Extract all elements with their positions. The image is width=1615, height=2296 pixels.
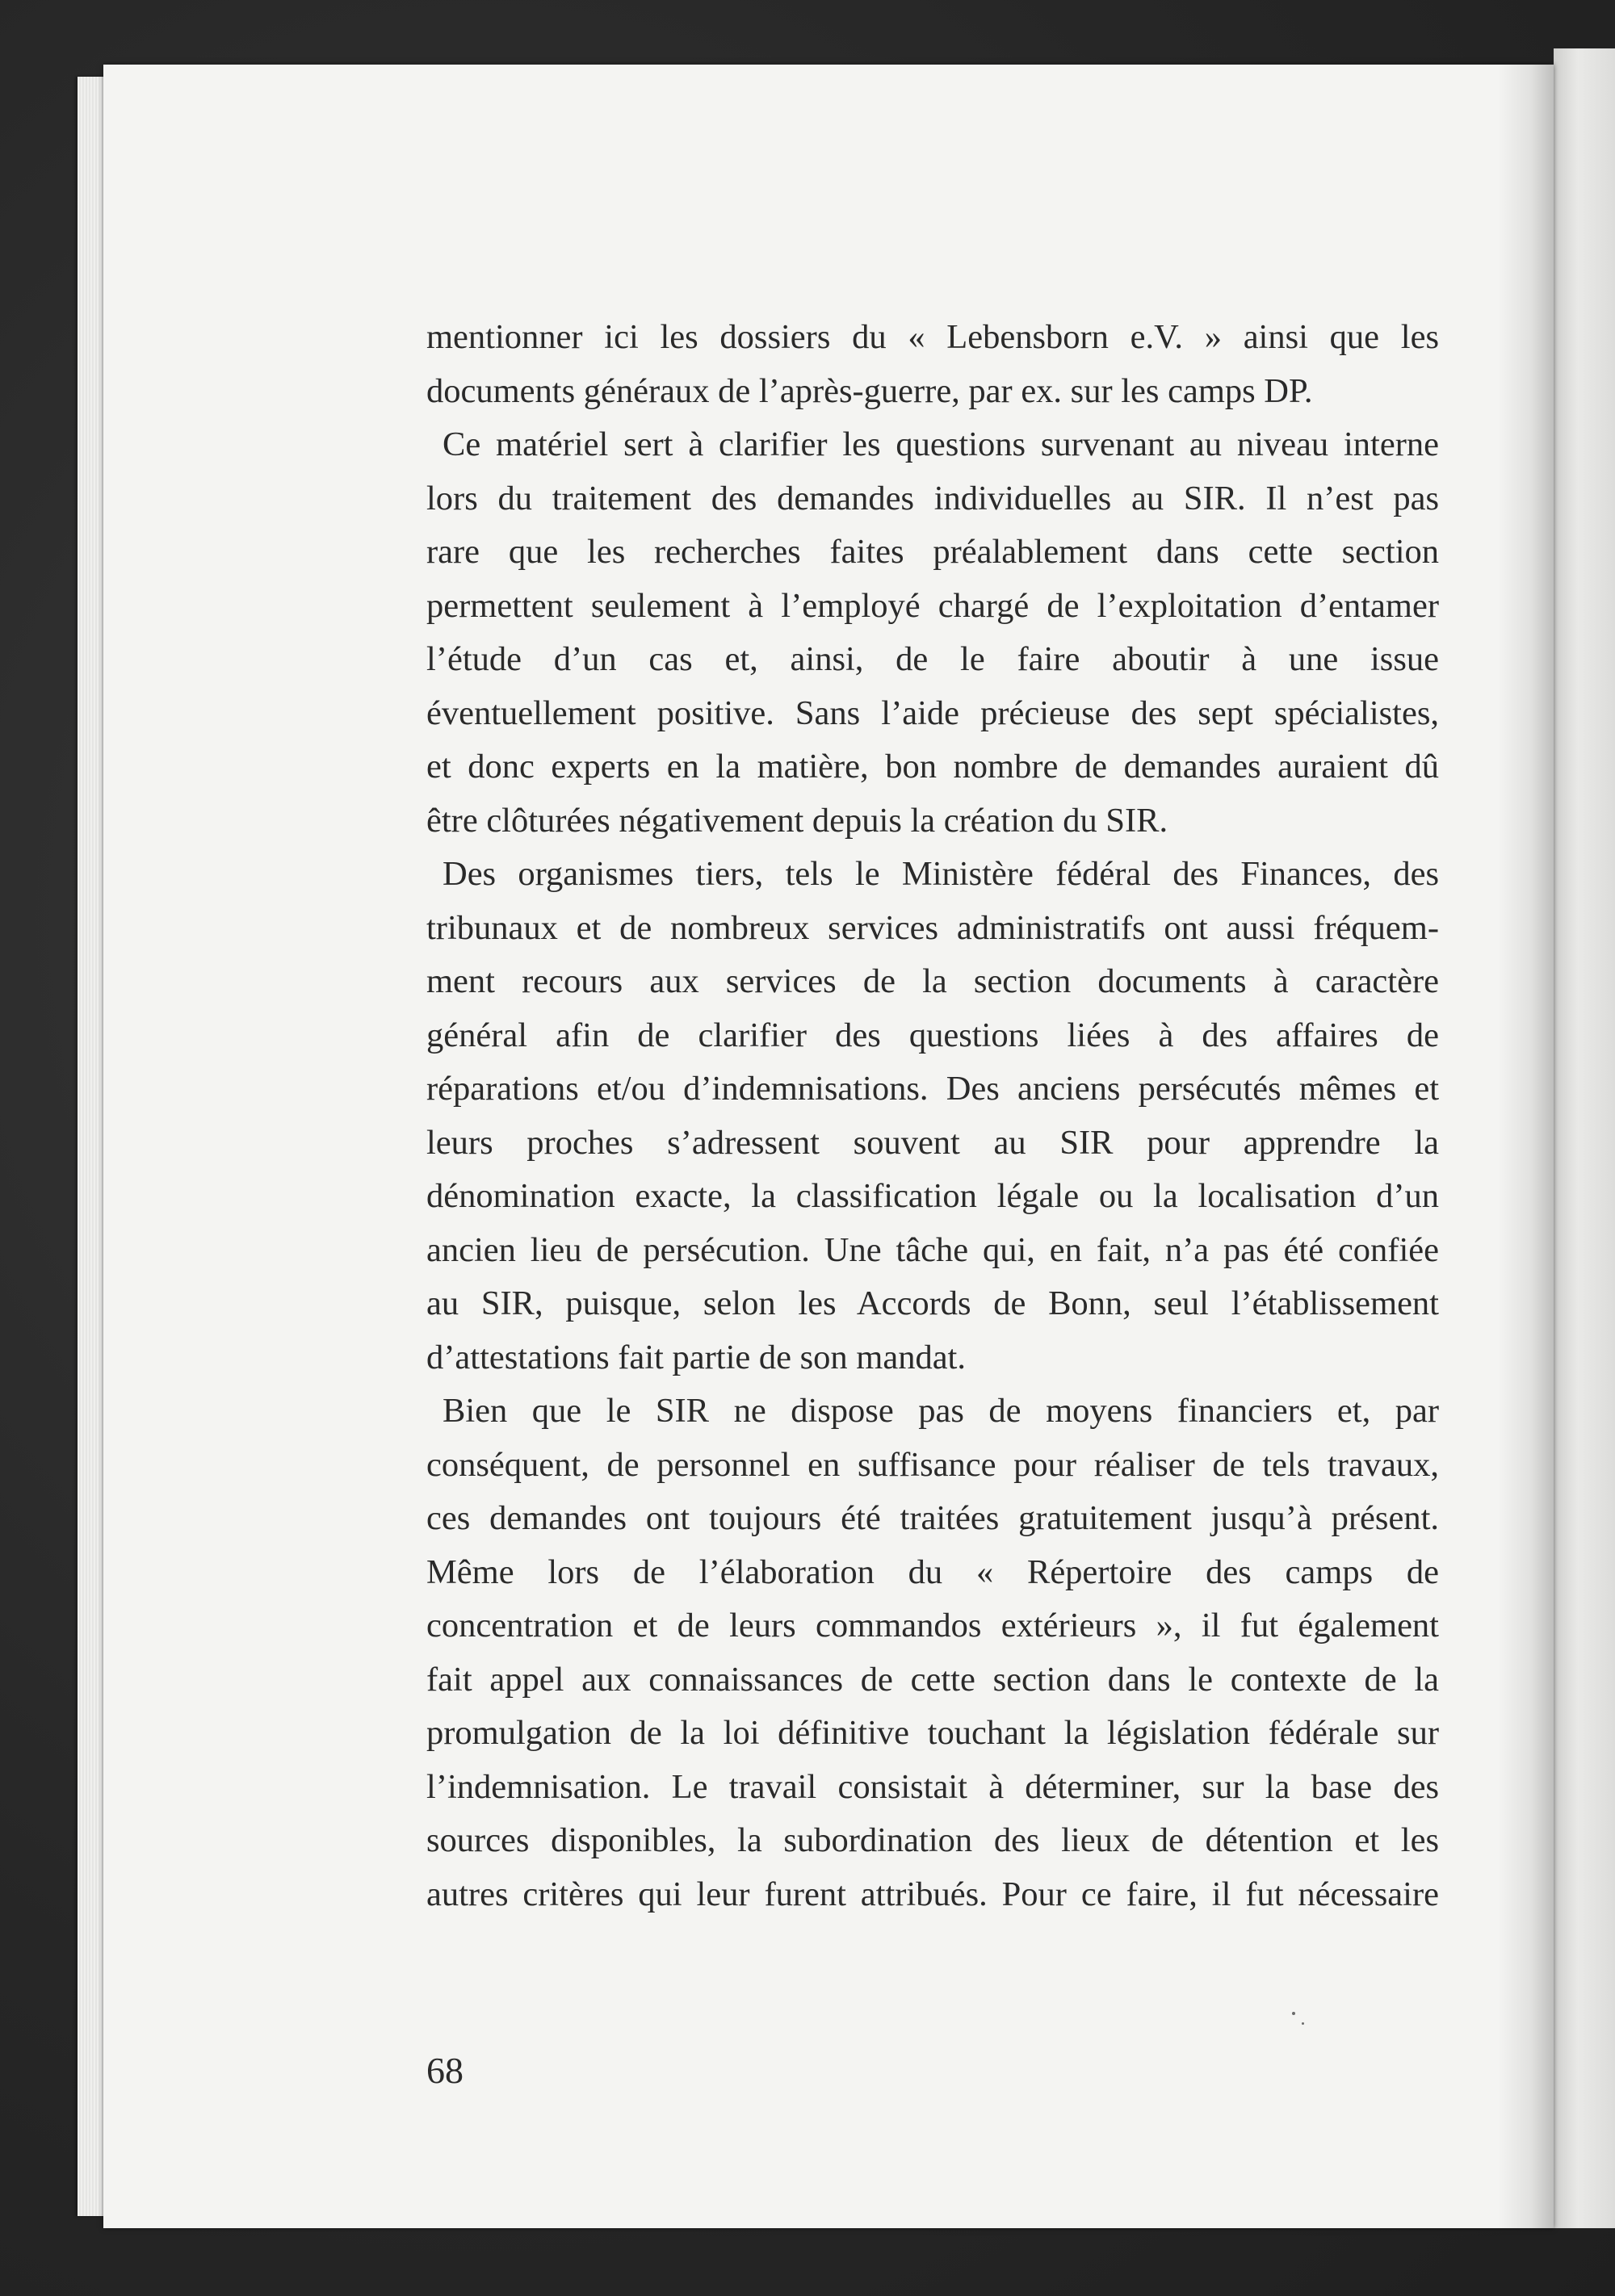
text-line: Bien que le SIR ne dispose pas de moyens financiers et, par <box>443 1392 1439 1430</box>
text-line: leurs proches s’adressent souvent au SIR pour apprendre la <box>426 1123 1439 1162</box>
text-line: général afin de clarifier des questions liées à des affaires de <box>426 1016 1439 1054</box>
body-text <box>426 311 1439 1921</box>
text-line: d’attestations fait partie de son mandat. <box>426 1338 966 1376</box>
text-line: ancien lieu de persécution. Une tâche qui, en fait, n’a pas été confiée <box>426 1230 1439 1269</box>
text-line: réparations et/ou d’indemnisations. Des anciens persécutés mêmes et <box>426 1070 1439 1108</box>
text-line: documents généraux de l’après-guerre, par ex. sur les camps DP. <box>426 371 1313 410</box>
text-line: Des organismes tiers, tels le Ministère fédéral des Finances, des <box>443 855 1439 893</box>
text-line: au SIR, puisque, selon les Accords de Bonn, seul l’établissement <box>426 1284 1439 1322</box>
text-line: l’étude d’un cas et, ainsi, de le faire aboutir à une issue <box>426 640 1439 678</box>
page-number: 68 <box>426 2050 464 2091</box>
text-line: promulgation de la loi définitive touchant la législation fédérale sur <box>426 1714 1439 1752</box>
dust-speck <box>1302 2022 1304 2025</box>
text-line: Ce matériel sert à clarifier les questions survenant au niveau interne <box>443 425 1439 463</box>
text-line: mentionner ici les dossiers du « Lebensborn e.V. » ainsi que les <box>426 318 1439 356</box>
text-line: être clôturées négativement depuis la création du SIR. <box>426 801 1168 840</box>
text-line: sources disponibles, la subordination des lieux de détention et les <box>426 1821 1439 1859</box>
text-line: fait appel aux connaissances de cette section dans le contexte de la <box>426 1660 1439 1699</box>
text-line: autres critères qui leur furent attribués. Pour ce faire, il fut nécessaire <box>426 1875 1439 1913</box>
text-line: tribunaux et de nombreux services administratifs ont aussi fréquem- <box>426 908 1439 947</box>
text-line: ces demandes ont toujours été traitées gratuitement jusqu’à présent. <box>426 1499 1439 1537</box>
text-line: concentration et de leurs commandos extérieurs », il fut également <box>426 1607 1439 1644</box>
text-line: ment recours aux services de la section documents à caractère <box>426 962 1439 1000</box>
text-line: permettent seulement à l’employé chargé de l’exploitation d’entamer <box>426 586 1439 625</box>
text-line: éventuellement positive. Sans l’aide précieuse des sept spécialistes, <box>426 693 1439 732</box>
spine-shadow <box>1497 65 1554 2228</box>
text-line: et donc experts en la matière, bon nombre de demandes auraient dû <box>426 748 1439 786</box>
text-line: conséquent, de personnel en suffisance pour réaliser de tels travaux, <box>426 1445 1439 1484</box>
facing-page-edge <box>1554 48 1615 2228</box>
text-line: rare que les recherches faites préalablement dans cette section <box>426 533 1439 571</box>
text-line: l’indemnisation. Le travail consistait à déterminer, sur la base des <box>426 1767 1439 1806</box>
text-line: dénomination exacte, la classification légale ou la localisation d’un <box>426 1177 1439 1215</box>
text-line: lors du traitement des demandes individuelles au SIR. Il n’est pas <box>426 479 1439 517</box>
dust-speck <box>1292 2012 1295 2015</box>
text-line: Même lors de l’élaboration du « Répertoire des camps de <box>426 1552 1439 1591</box>
